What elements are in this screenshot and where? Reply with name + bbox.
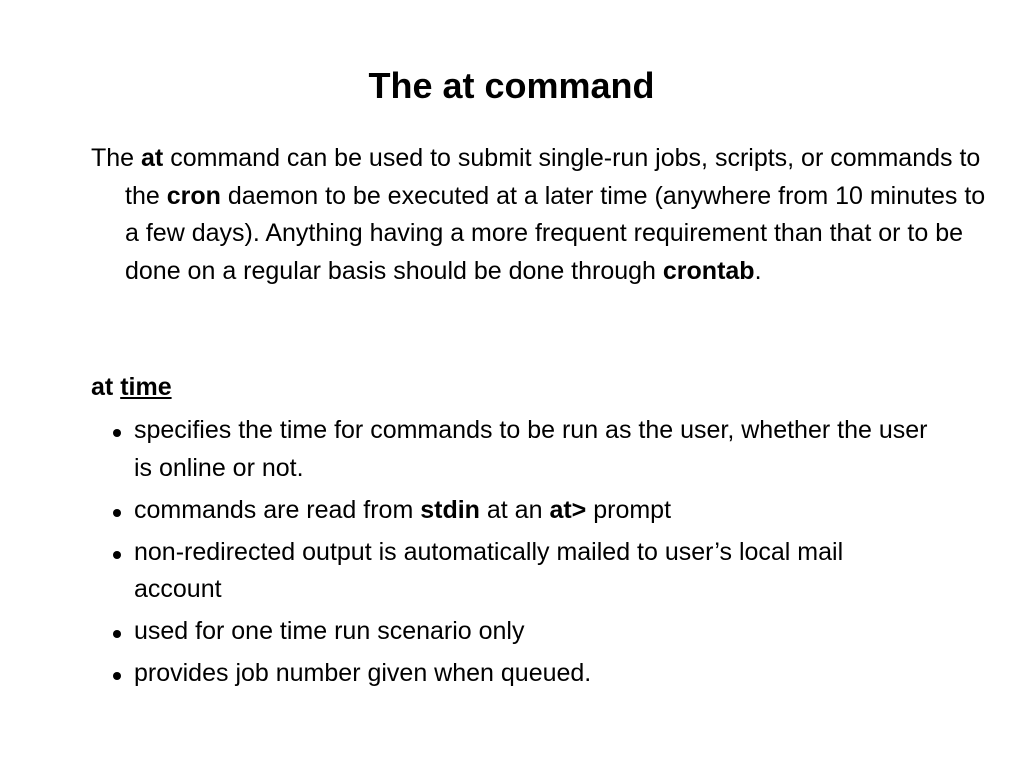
- bullet-text: specifies the time for commands to be run as the user, whether the user is online or not.: [134, 416, 928, 482]
- bullet-dot-icon: [113, 551, 121, 559]
- bullet-text: provides job number given when queued.: [134, 659, 592, 687]
- intro-keyword-at: at: [141, 144, 164, 172]
- bullet-keyword-prompt: at>: [549, 495, 587, 524]
- command-syntax: [91, 369, 172, 407]
- bullet-dot-icon: [113, 672, 121, 680]
- intro-text-2: command can be used to submit single-run jobs, scripts, or commands to the: [125, 144, 981, 210]
- bullet-keyword-stdin: stdin: [420, 495, 480, 524]
- list-item: [108, 613, 928, 651]
- bullet-text-3: prompt: [586, 495, 672, 524]
- intro-keyword-cron: cron: [166, 181, 221, 210]
- list-item: [108, 655, 928, 693]
- intro-text-1: The: [91, 144, 142, 172]
- intro-keyword-crontab: crontab: [662, 256, 755, 285]
- bullet-dot-icon: [113, 630, 121, 638]
- bullet-list: [108, 412, 928, 697]
- syntax-argument: time: [120, 373, 172, 401]
- list-item: [108, 492, 928, 530]
- bullet-text: non-redirected output is automatically mailed to user’s local mail account: [134, 537, 844, 603]
- bullet-text-2: at an: [479, 495, 550, 524]
- bullet-dot-icon: [113, 429, 121, 437]
- intro-text-3: daemon to be executed at a later time (anywhere from 10 minutes to a few days). Anything having a more frequent requirement than that or to be done on a regular basis should be done through: [125, 181, 986, 285]
- list-item: [108, 412, 928, 487]
- bullet-text-1: commands are read from: [134, 495, 421, 524]
- bullet-dot-icon: [113, 509, 121, 517]
- bullet-text: used for one time run scenario only: [134, 617, 525, 645]
- intro-paragraph: [91, 140, 995, 290]
- slide-title: The at command: [368, 65, 655, 106]
- list-item: [108, 534, 928, 609]
- syntax-command: at: [91, 373, 114, 401]
- intro-text-4: .: [754, 256, 762, 285]
